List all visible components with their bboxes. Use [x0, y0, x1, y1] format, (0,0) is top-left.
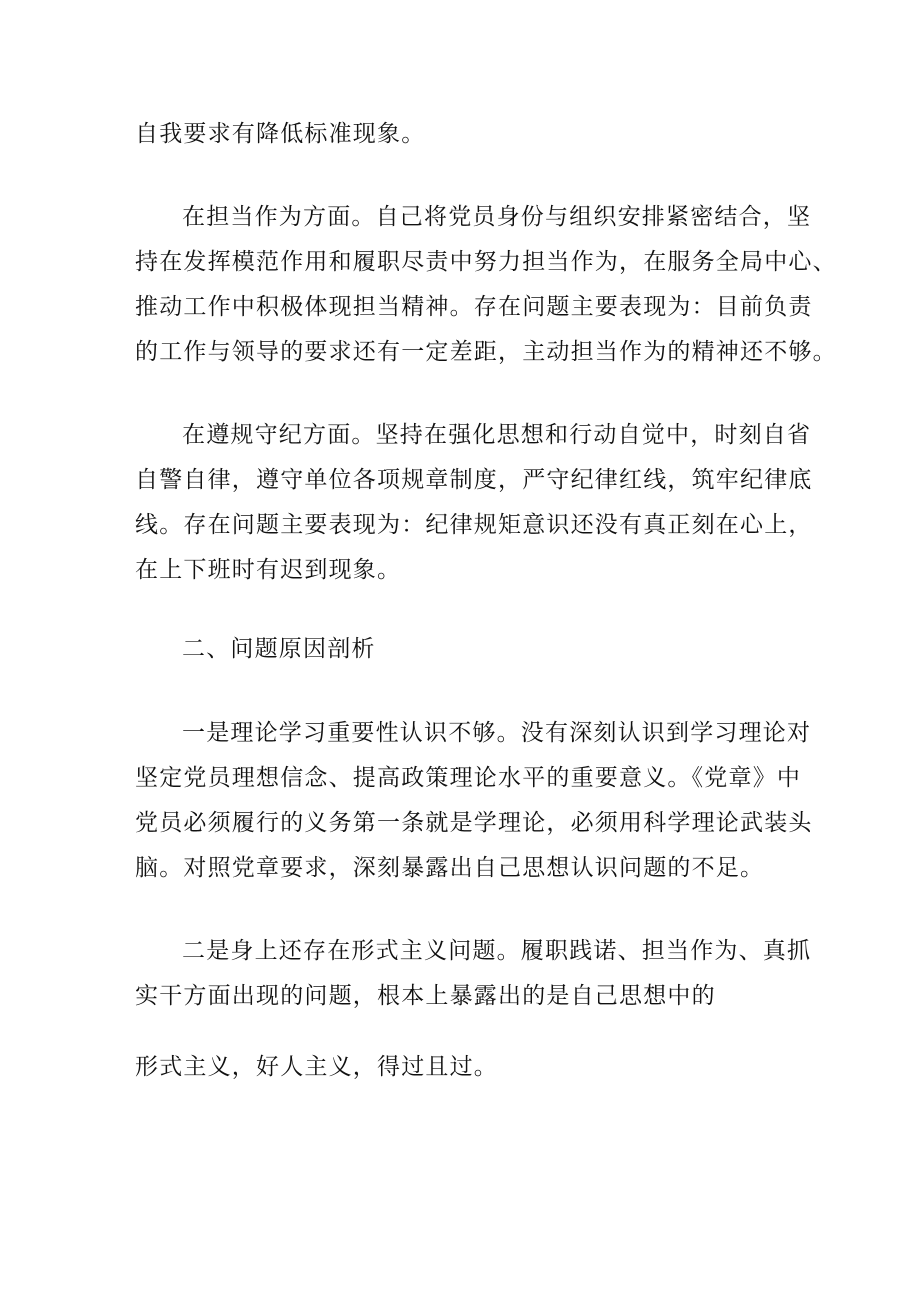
paragraph-line: 二是身上还存在形式主义问题。履职践诺、担当作为、真抓 — [182, 938, 812, 964]
paragraph-line: 线。存在问题主要表现为：纪律规矩意识还没有真正刻在心上， — [135, 512, 813, 538]
paragraph-line: 坚定党员理想信念、提高政策理论水平的重要意义。《党章》中 — [135, 765, 802, 791]
paragraph-line: 党员必须履行的义务第一条就是学理论，必须用科学理论武装头 — [135, 810, 813, 836]
paragraph-line: 在担当作为方面。自己将党员身份与组织安排紧密结合，坚 — [182, 204, 812, 230]
paragraph-line: 的工作与领导的要求还有一定差距，主动担当作为的精神还不够。 — [135, 339, 837, 365]
paragraph-line: 在上下班时有迟到现象。 — [135, 557, 402, 583]
paragraph-line: 脑。对照党章要求，深刻暴露出自己思想认识问题的不足。 — [135, 855, 765, 881]
section-heading: 二、问题原因剖析 — [182, 636, 376, 662]
paragraph-line: 自警自律，遵守单位各项规章制度，严守纪律红线，筑牢纪律底 — [135, 467, 813, 493]
paragraph-line: 形式主义，好人主义，得过且过。 — [135, 1054, 498, 1080]
paragraph-line: 一是理论学习重要性认识不够。没有深刻认识到学习理论对 — [182, 720, 812, 746]
paragraph-line: 自我要求有降低标准现象。 — [135, 121, 426, 147]
paragraph-line: 推动工作中积极体现担当精神。存在问题主要表现为：目前负责 — [135, 294, 813, 320]
paragraph-line: 实干方面出现的问题，根本上暴露出的是自己思想中的 — [135, 983, 716, 1009]
paragraph-line: 持在发挥模范作用和履职尽责中努力担当作为，在服务全局中心、 — [135, 249, 837, 275]
paragraph-line: 在遵规守纪方面。坚持在强化思想和行动自觉中，时刻自省 — [182, 422, 812, 448]
